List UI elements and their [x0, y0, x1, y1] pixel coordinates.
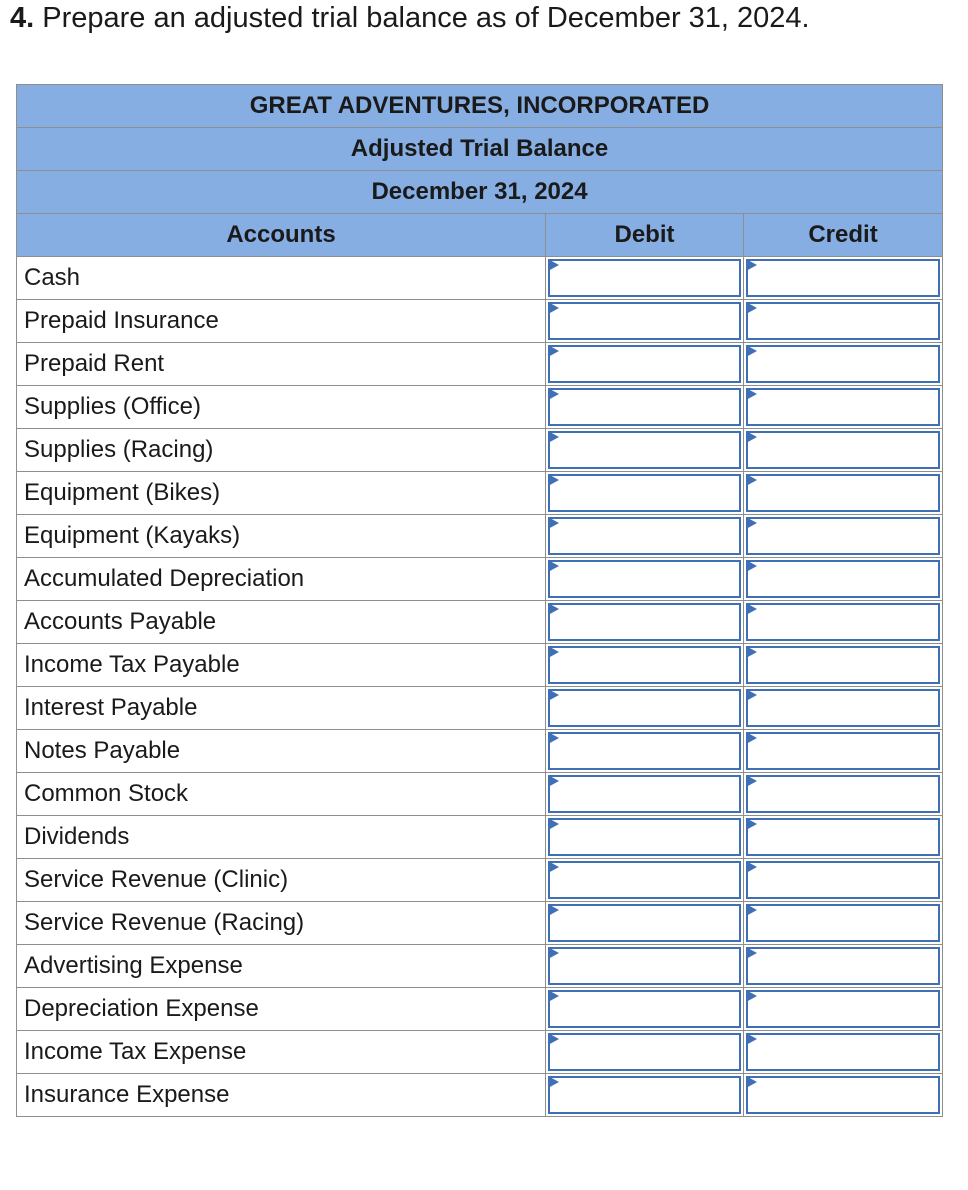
- account-name: Interest Payable: [17, 687, 546, 730]
- credit-input[interactable]: [746, 302, 940, 340]
- debit-input[interactable]: [548, 732, 741, 770]
- credit-cell: [744, 558, 943, 601]
- table-row: [17, 988, 943, 1031]
- table-row: [17, 687, 943, 730]
- table-row: [17, 515, 943, 558]
- credit-input[interactable]: [746, 345, 940, 383]
- account-name: Service Revenue (Racing): [17, 902, 546, 945]
- credit-input[interactable]: [746, 259, 940, 297]
- statement-date: December 31, 2024: [17, 171, 943, 214]
- credit-input[interactable]: [746, 861, 940, 899]
- credit-input[interactable]: [746, 904, 940, 942]
- table-row: [17, 257, 943, 300]
- credit-cell: [744, 343, 943, 386]
- debit-input[interactable]: [548, 302, 741, 340]
- credit-cell: [744, 945, 943, 988]
- debit-input[interactable]: [548, 990, 741, 1028]
- debit-input[interactable]: [548, 603, 741, 641]
- debit-cell: [546, 558, 744, 601]
- credit-cell: [744, 1074, 943, 1117]
- debit-input[interactable]: [548, 646, 741, 684]
- account-name: Income Tax Payable: [17, 644, 546, 687]
- question-number: 4.: [10, 2, 35, 34]
- account-name: Prepaid Insurance: [17, 300, 546, 343]
- debit-cell: [546, 644, 744, 687]
- account-name: Common Stock: [17, 773, 546, 816]
- table-row: [17, 300, 943, 343]
- debit-input[interactable]: [548, 345, 741, 383]
- column-header-debit: Debit: [546, 214, 744, 257]
- table-row: [17, 773, 943, 816]
- credit-input[interactable]: [746, 775, 940, 813]
- credit-cell: [744, 257, 943, 300]
- debit-input[interactable]: [548, 861, 741, 899]
- credit-input[interactable]: [746, 818, 940, 856]
- credit-input[interactable]: [746, 560, 940, 598]
- account-name: Prepaid Rent: [17, 343, 546, 386]
- debit-cell: [546, 773, 744, 816]
- debit-cell: [546, 429, 744, 472]
- credit-input[interactable]: [746, 1033, 940, 1071]
- debit-input[interactable]: [548, 560, 741, 598]
- table-row: [17, 386, 943, 429]
- table-row: [17, 558, 943, 601]
- account-name: Advertising Expense: [17, 945, 546, 988]
- debit-cell: [546, 386, 744, 429]
- credit-cell: [744, 644, 943, 687]
- debit-cell: [546, 945, 744, 988]
- debit-cell: [546, 601, 744, 644]
- table-row: [17, 945, 943, 988]
- debit-cell: [546, 257, 744, 300]
- debit-cell: [546, 816, 744, 859]
- credit-input[interactable]: [746, 646, 940, 684]
- table-row: [17, 429, 943, 472]
- account-name: Notes Payable: [17, 730, 546, 773]
- table-row: [17, 472, 943, 515]
- debit-input[interactable]: [548, 775, 741, 813]
- debit-input[interactable]: [548, 1033, 741, 1071]
- account-name: Supplies (Racing): [17, 429, 546, 472]
- debit-cell: [546, 730, 744, 773]
- company-name: GREAT ADVENTURES, INCORPORATED: [17, 85, 943, 128]
- credit-cell: [744, 730, 943, 773]
- credit-input[interactable]: [746, 517, 940, 555]
- debit-input[interactable]: [548, 947, 741, 985]
- table-row: [17, 730, 943, 773]
- adjusted-trial-balance-table: [16, 84, 943, 1117]
- account-name: Accumulated Depreciation: [17, 558, 546, 601]
- credit-input[interactable]: [746, 689, 940, 727]
- statement-title: Adjusted Trial Balance: [17, 128, 943, 171]
- credit-cell: [744, 1031, 943, 1074]
- debit-input[interactable]: [548, 431, 741, 469]
- credit-input[interactable]: [746, 990, 940, 1028]
- table-row: [17, 601, 943, 644]
- credit-cell: [744, 902, 943, 945]
- credit-input[interactable]: [746, 603, 940, 641]
- credit-input[interactable]: [746, 732, 940, 770]
- credit-cell: [744, 687, 943, 730]
- table-row: [17, 902, 943, 945]
- credit-input[interactable]: [746, 947, 940, 985]
- credit-input[interactable]: [746, 474, 940, 512]
- debit-cell: [546, 515, 744, 558]
- table-row: [17, 1074, 943, 1117]
- debit-cell: [546, 472, 744, 515]
- debit-input[interactable]: [548, 818, 741, 856]
- credit-cell: [744, 472, 943, 515]
- debit-input[interactable]: [548, 904, 741, 942]
- account-name: Service Revenue (Clinic): [17, 859, 546, 902]
- credit-cell: [744, 386, 943, 429]
- table-row: [17, 859, 943, 902]
- debit-cell: [546, 300, 744, 343]
- column-header-accounts: Accounts: [17, 214, 546, 257]
- debit-input[interactable]: [548, 474, 741, 512]
- credit-cell: [744, 859, 943, 902]
- debit-input[interactable]: [548, 259, 741, 297]
- credit-cell: [744, 773, 943, 816]
- credit-input[interactable]: [746, 388, 940, 426]
- question-prompt: Prepare an adjusted trial balance as of December 31, 2024.: [42, 2, 810, 34]
- credit-cell: [744, 300, 943, 343]
- account-name: Accounts Payable: [17, 601, 546, 644]
- debit-input[interactable]: [548, 517, 741, 555]
- table-row: [17, 343, 943, 386]
- question-text: [10, 0, 810, 36]
- credit-input[interactable]: [746, 1076, 940, 1114]
- debit-input[interactable]: [548, 388, 741, 426]
- credit-cell: [744, 816, 943, 859]
- debit-cell: [546, 1074, 744, 1117]
- account-name: Depreciation Expense: [17, 988, 546, 1031]
- debit-input[interactable]: [548, 689, 741, 727]
- account-name: Insurance Expense: [17, 1074, 546, 1117]
- debit-cell: [546, 687, 744, 730]
- credit-cell: [744, 601, 943, 644]
- account-name: Dividends: [17, 816, 546, 859]
- debit-cell: [546, 859, 744, 902]
- account-name: Equipment (Bikes): [17, 472, 546, 515]
- debit-cell: [546, 1031, 744, 1074]
- account-name: Cash: [17, 257, 546, 300]
- table-row: [17, 1031, 943, 1074]
- credit-cell: [744, 988, 943, 1031]
- table-row: [17, 644, 943, 687]
- table-row: [17, 816, 943, 859]
- debit-cell: [546, 988, 744, 1031]
- credit-cell: [744, 429, 943, 472]
- account-name: Equipment (Kayaks): [17, 515, 546, 558]
- debit-cell: [546, 902, 744, 945]
- account-name: Supplies (Office): [17, 386, 546, 429]
- account-name: Income Tax Expense: [17, 1031, 546, 1074]
- debit-cell: [546, 343, 744, 386]
- column-header-credit: Credit: [744, 214, 943, 257]
- credit-cell: [744, 515, 943, 558]
- credit-input[interactable]: [746, 431, 940, 469]
- debit-input[interactable]: [548, 1076, 741, 1114]
